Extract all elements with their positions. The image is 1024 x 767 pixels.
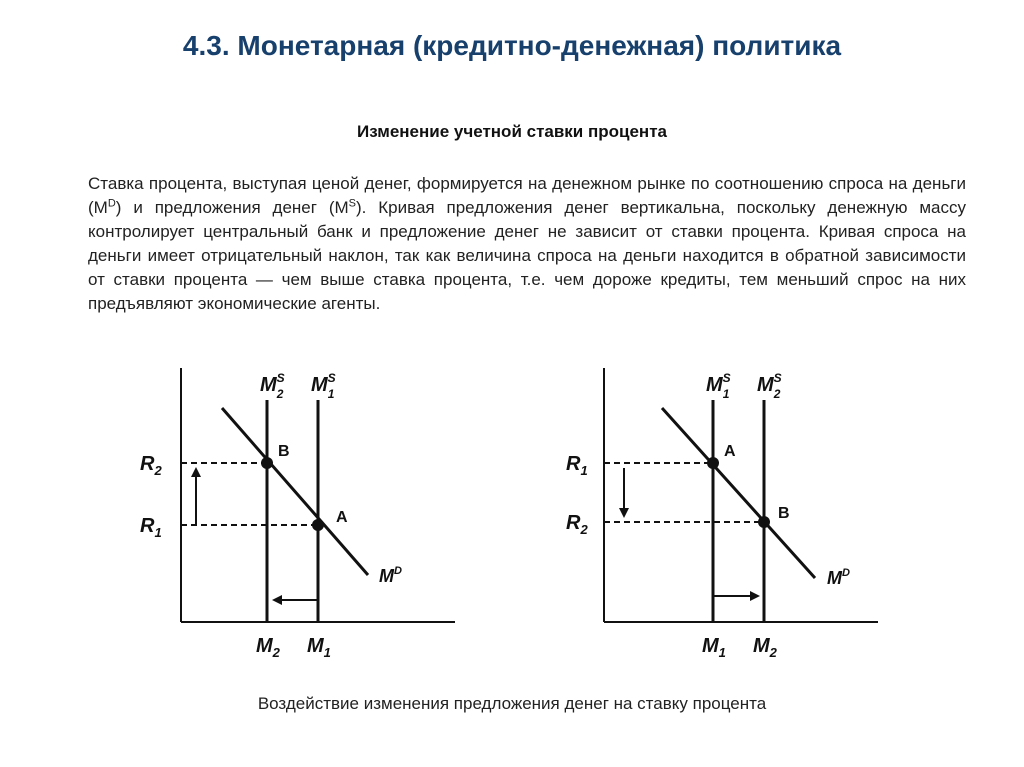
left-point-a — [312, 519, 324, 531]
graph-left — [140, 368, 455, 660]
paragraph-part-1: Ставка процента, выступая ценой денег, формируется на денежном рынке по соотношению спроса на деньги (M — [88, 174, 966, 217]
left-point-a-label: A — [336, 509, 348, 526]
left-label-ms2: $M^S$ 2 — [260, 371, 285, 401]
left-label-m1: $M_1$ — [307, 635, 331, 660]
right-point-a — [707, 457, 719, 469]
left-label-m2: $M_2$ — [256, 635, 280, 660]
paragraph-sup-s: S — [348, 197, 356, 210]
paragraph-part-3: ). Кривая предложения денег вертикальна, поскольку денежную массу контролирует центральный банк и предложение денег не зависит от ставки процента. Кривая спроса на деньги имеет отрицательный наклон, так как величина спроса на деньги находится в обратной зависимости от ставки процента — чем выше ставка процента, т.е. чем дороже кредиты, тем меньший спрос на них предъявляют экономические агенты. — [88, 198, 966, 313]
right-label-r2: $R_2$ — [566, 512, 588, 537]
left-label-r1: $R_1$ — [140, 515, 162, 540]
right-label-m1: $M_1$ — [702, 635, 726, 660]
right-point-a-label: A — [724, 443, 736, 460]
paragraph-part-2: ) и предложения денег (M — [115, 198, 349, 217]
right-label-ms2: $M^S$ 2 — [757, 371, 782, 401]
left-demand-curve — [222, 408, 368, 575]
right-point-b — [758, 516, 770, 528]
left-label-ms1: $M^S$ 1 — [311, 371, 336, 401]
left-point-b — [261, 457, 273, 469]
right-label-m2: $M_2$ — [753, 635, 777, 660]
right-point-b-label: B — [778, 505, 790, 522]
right-demand-label: $M^D$ — [827, 567, 850, 588]
slide-subtitle: Изменение учетной ставки процента — [357, 122, 667, 141]
figure-caption: Воздействие изменения предложения денег на ставку процента — [257, 694, 767, 713]
right-demand-curve — [662, 408, 815, 578]
right-label-ms1: $M^S$ 1 — [706, 371, 731, 401]
slide-title: 4.3. Монетарная (кредитно-денежная) политика — [182, 30, 842, 61]
left-point-b-label: B — [278, 443, 290, 460]
left-demand-label: $M^D$ — [379, 565, 402, 586]
right-label-r1: $R_1$ — [566, 453, 588, 478]
paragraph-sup-d: D — [107, 197, 116, 210]
left-label-r2: $R_2$ — [140, 453, 162, 478]
graph-right — [566, 368, 878, 660]
